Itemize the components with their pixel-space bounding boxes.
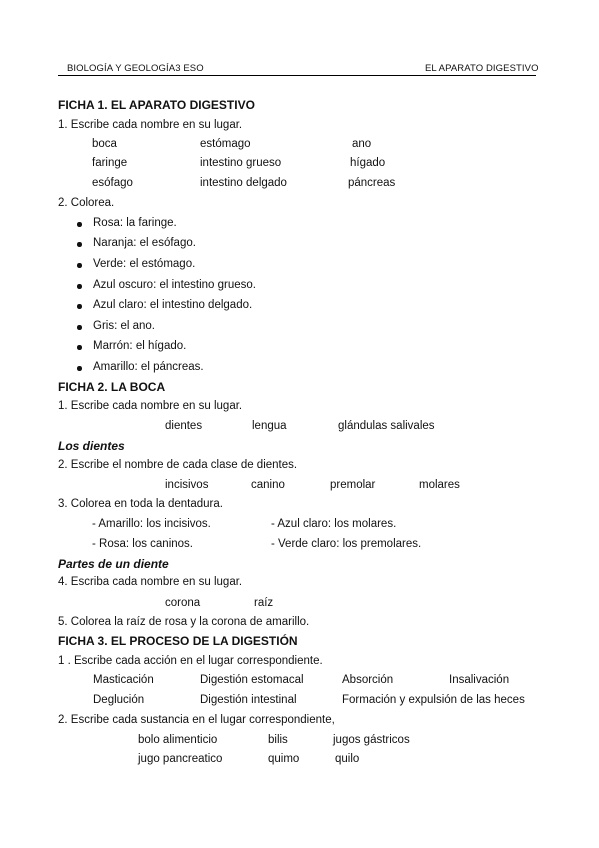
word-higado: hígado bbox=[350, 157, 386, 169]
ficha3-question-1: 1 . Escribe cada acción en el lugar correspondiente. bbox=[58, 655, 323, 667]
ficha2-question-5: 5. Colorea la raíz de rosa y la corona de amarillo. bbox=[58, 616, 310, 628]
action-item: Deglución bbox=[93, 694, 145, 706]
word-pancreas: páncreas bbox=[348, 177, 396, 189]
word-molares: molares bbox=[419, 479, 460, 491]
color-item: Naranja: el esófago. bbox=[93, 237, 196, 249]
ficha1-question-2: 2. Colorea. bbox=[58, 197, 115, 209]
ficha2-question-4: 4. Escriba cada nombre en su lugar. bbox=[58, 576, 243, 588]
action-item: Digestión estomacal bbox=[200, 674, 304, 686]
action-item: Formación y expulsión de las heces bbox=[342, 694, 525, 706]
word-boca: boca bbox=[92, 138, 117, 150]
substance-item: quimo bbox=[268, 753, 300, 765]
subheading-los-dientes: Los dientes bbox=[58, 439, 125, 453]
bullet-icon bbox=[77, 304, 82, 309]
ficha1-question-1: 1. Escribe cada nombre en su lugar. bbox=[58, 119, 243, 131]
ficha3-title: FICHA 3. EL PROCESO DE LA DIGESTIÓN bbox=[58, 634, 298, 648]
color-item: Azul claro: el intestino delgado. bbox=[93, 299, 253, 311]
bullet-icon bbox=[77, 222, 82, 227]
word-lengua: lengua bbox=[252, 420, 287, 432]
bullet-icon bbox=[77, 345, 82, 350]
bullet-icon bbox=[77, 263, 82, 268]
word-ano: ano bbox=[352, 138, 372, 150]
substance-item: jugos gástricos bbox=[333, 734, 410, 746]
word-intestino-grueso: intestino grueso bbox=[200, 157, 282, 169]
word-premolar: premolar bbox=[330, 479, 376, 491]
bullet-icon bbox=[77, 325, 82, 330]
ficha3-question-2: 2. Escribe cada sustancia en el lugar correspondiente, bbox=[58, 714, 335, 726]
word-incisivos: incisivos bbox=[165, 479, 209, 491]
action-item: Insalivación bbox=[449, 674, 510, 686]
substance-item: quilo bbox=[335, 753, 360, 765]
header-topic: EL APARATO DIGESTIVO bbox=[425, 63, 539, 74]
bullet-icon bbox=[77, 284, 82, 289]
ficha2-question-1: 1. Escribe cada nombre en su lugar. bbox=[58, 400, 243, 412]
word-corona: corona bbox=[165, 597, 201, 609]
ficha1-title: FICHA 1. EL APARATO DIGESTIVO bbox=[58, 98, 255, 112]
substance-item: jugo pancreatico bbox=[138, 753, 223, 765]
color-item: Gris: el ano. bbox=[93, 320, 155, 332]
header-rule bbox=[58, 75, 536, 76]
color-item: Rosa: la faringe. bbox=[93, 217, 177, 229]
ficha2-title: FICHA 2. LA BOCA bbox=[58, 380, 166, 394]
substance-item: bolo alimenticio bbox=[138, 734, 218, 746]
word-estomago: estómago bbox=[200, 138, 251, 150]
header-subject: BIOLOGÍA Y GEOLOGÍA3 ESO bbox=[67, 63, 204, 74]
word-raiz: raíz bbox=[254, 597, 274, 609]
color-item: - Rosa: los caninos. bbox=[92, 538, 193, 550]
action-item: Masticación bbox=[93, 674, 154, 686]
subheading-partes-diente: Partes de un diente bbox=[58, 557, 169, 571]
substance-item: bilis bbox=[268, 734, 288, 746]
word-faringe: faringe bbox=[92, 157, 128, 169]
action-item: Digestión intestinal bbox=[200, 694, 297, 706]
bullet-icon bbox=[77, 366, 82, 371]
word-glandulas-salivales: glándulas salivales bbox=[338, 420, 435, 432]
ficha2-question-2: 2. Escribe el nombre de cada clase de dientes. bbox=[58, 459, 298, 471]
bullet-icon bbox=[77, 242, 82, 247]
action-item: Absorción bbox=[342, 674, 394, 686]
word-dientes: dientes bbox=[165, 420, 203, 432]
ficha2-question-3: 3. Colorea en toda la dentadura. bbox=[58, 498, 223, 510]
word-canino: canino bbox=[251, 479, 285, 491]
color-item: - Azul claro: los molares. bbox=[271, 518, 397, 530]
word-intestino-delgado: intestino delgado bbox=[200, 177, 287, 189]
color-item: Marrón: el hígado. bbox=[93, 340, 187, 352]
color-item: Verde: el estómago. bbox=[93, 258, 196, 270]
color-item: - Amarillo: los incisivos. bbox=[92, 518, 211, 530]
word-esofago: esófago bbox=[92, 177, 133, 189]
color-item: Amarillo: el páncreas. bbox=[93, 361, 204, 373]
color-item: Azul oscuro: el intestino grueso. bbox=[93, 279, 257, 291]
color-item: - Verde claro: los premolares. bbox=[271, 538, 422, 550]
